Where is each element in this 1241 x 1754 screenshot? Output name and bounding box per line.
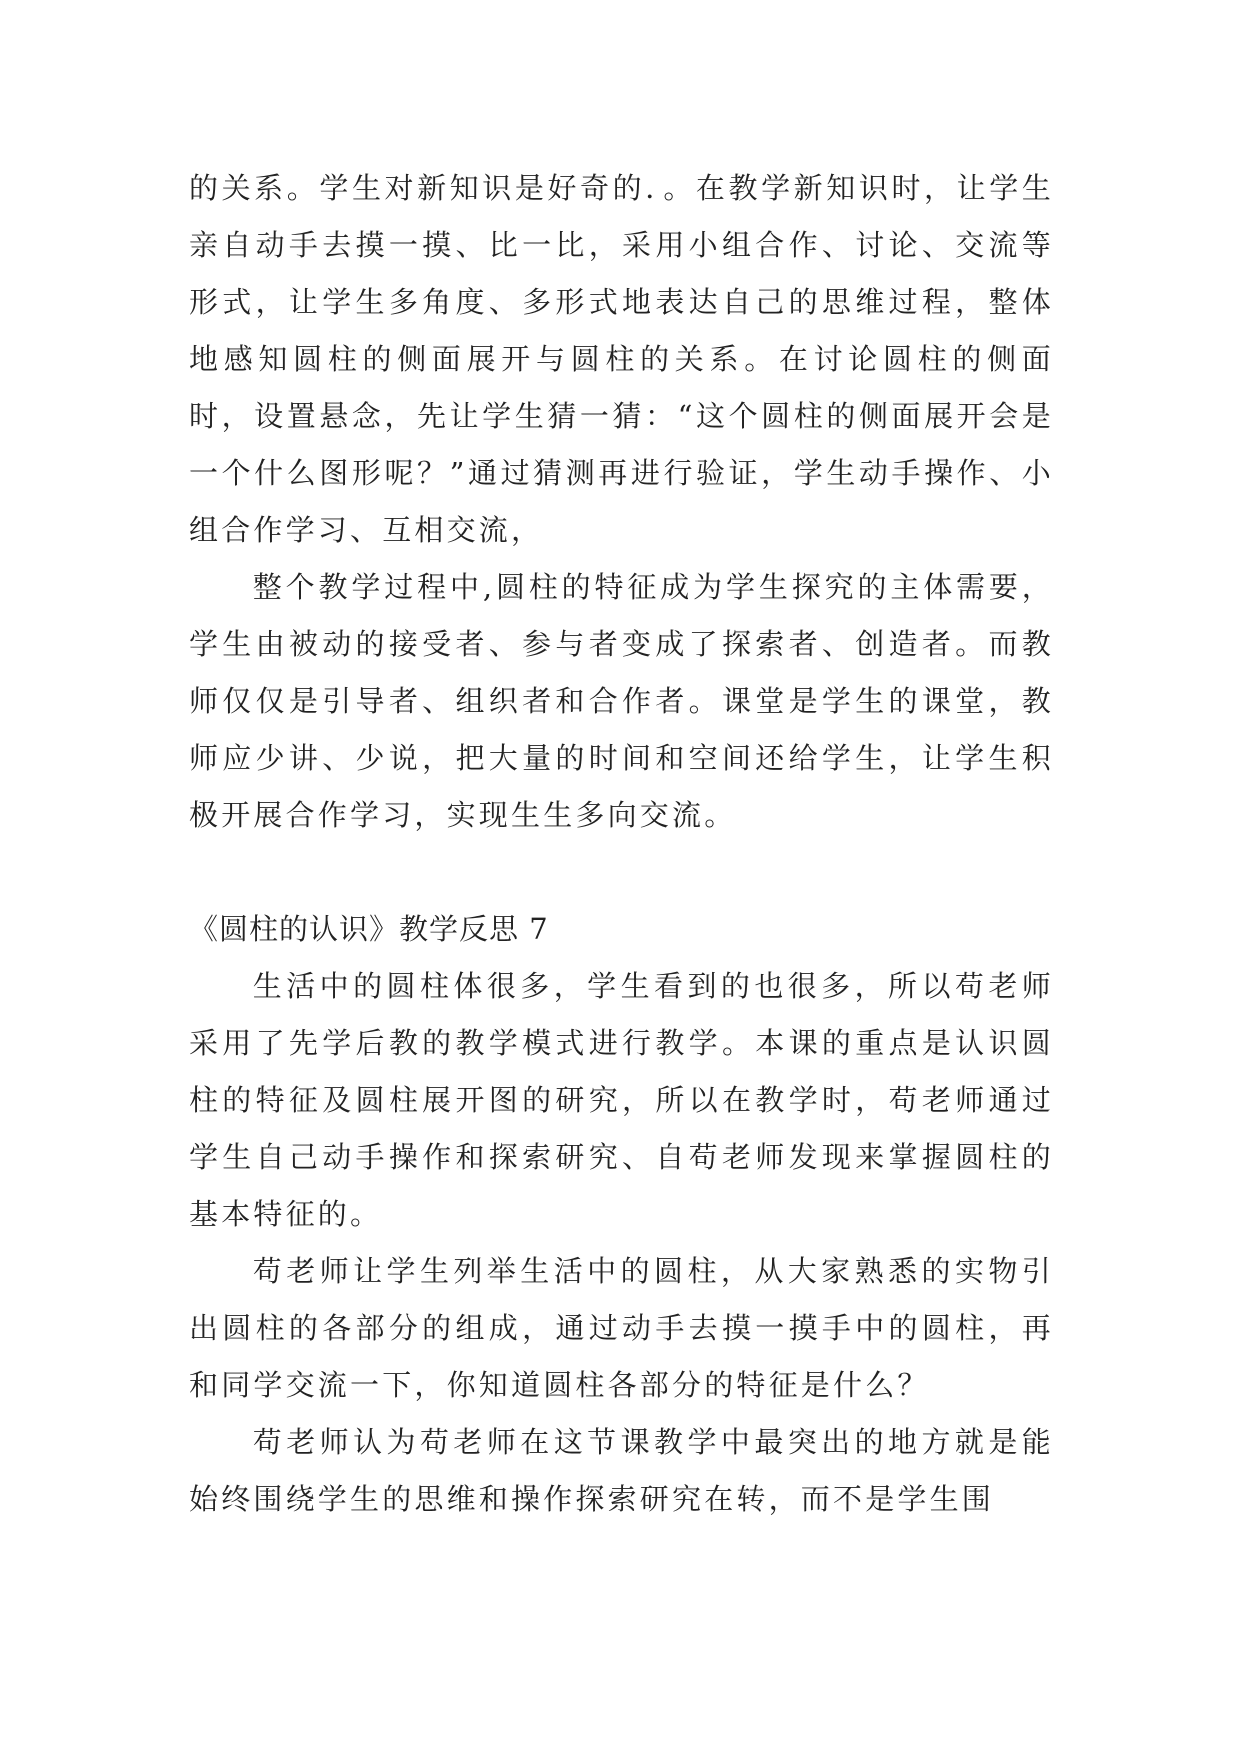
paragraph-continuation: 的关系。学生对新知识是好奇的．。在教学新知识时，让学生亲自动手去摸一摸、比一比，采用小组合作、讨论、交流等形式，让学生多角度、多形式地表达自己的思维过程，整体地感知圆柱的侧面展开与圆柱的关系。在讨论圆柱的侧面时，设置悬念，先让学生猜一猜：“这个圆柱的侧面展开会是一个什么图形呢？”通过猜测再进行验证，学生动手操作、小组合作学习、互相交流， [189, 171, 1054, 547]
document-page [189, 160, 1054, 1528]
paragraph-teaching-process: 整个教学过程中,圆柱的特征成为学生探究的主体需要，学生由被动的接受者、参与者变成了探索者、创造者。而教师仅仅是引导者、组织者和合作者。课堂是学生的课堂，教师应少讲、少说，把大量的时间和空间还给学生，让学生积极开展合作学习，实现生生多向交流。 [189, 570, 1054, 832]
section-title: 《圆柱的认识》教学反思 7 [189, 912, 549, 946]
paragraph-intro: 生活中的圆柱体很多，学生看到的也很多，所以苟老师采用了先学后教的教学模式进行教学。本课的重点是认识圆柱的特征及圆柱展开图的研究，所以在教学时，苟老师通过学生自己动手操作和探索研究、自苟老师发现来掌握圆柱的基本特征的。 [189, 969, 1054, 1231]
paragraph-reflection: 苟老师认为苟老师在这节课教学中最突出的地方就是能始终围绕学生的思维和操作探索研究在转，而不是学生围 [189, 1425, 1054, 1516]
section-spacer [189, 844, 1054, 901]
paragraph-examples: 苟老师让学生列举生活中的圆柱，从大家熟悉的实物引出圆柱的各部分的组成，通过动手去摸一摸手中的圆柱，再和同学交流一下，你知道圆柱各部分的特征是什么？ [189, 1254, 1054, 1402]
